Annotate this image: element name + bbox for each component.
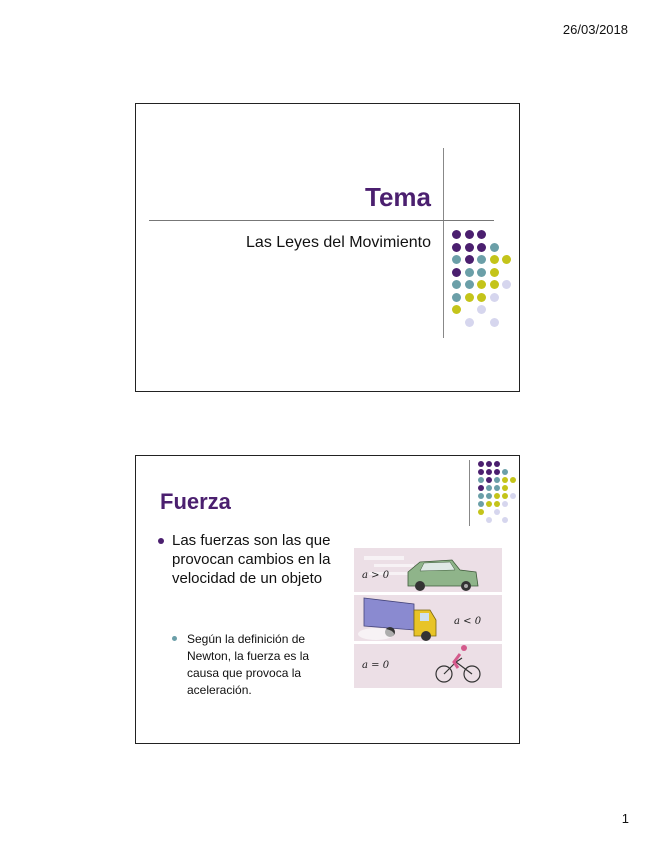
decorative-dot [465,318,474,327]
bullet-item [158,531,338,588]
decorative-dot [452,255,461,264]
decorative-dot [477,255,486,264]
label-a-positive: a > 0 [362,570,390,581]
decorative-dot [502,493,508,499]
decorative-dot [502,517,508,523]
decorative-dot [478,493,484,499]
decorative-dot [486,469,492,475]
decorative-dot [478,485,484,491]
bullet-marker [158,538,164,544]
header-date: 26/03/2018 [562,22,628,37]
decorative-dot [502,485,508,491]
decorative-dot [477,243,486,252]
decorative-dot [477,293,486,302]
decorative-dot [478,509,484,515]
decorative-dot [486,461,492,467]
slide-title [135,103,520,392]
decorative-dot [490,268,499,277]
decorative-dot [490,293,499,302]
decorative-dot [490,280,499,289]
slide-title-text: Tema [365,182,431,212]
decorative-dot [510,493,516,499]
decorative-dot [494,501,500,507]
decorative-dot [494,485,500,491]
decorative-dot [490,255,499,264]
decorative-dot [486,501,492,507]
decorative-dot [490,318,499,327]
decorative-dot [490,243,499,252]
decorative-dot [502,280,511,289]
decorative-dot [510,477,516,483]
decorative-dot [452,230,461,239]
decorative-dot [465,268,474,277]
decorative-dot [502,255,511,264]
decorative-dot [486,493,492,499]
decorative-dot [452,280,461,289]
slide-subtitle-text: Las Leyes del Movimiento [246,234,431,251]
decorative-dot [494,461,500,467]
decorative-dot [494,477,500,483]
decorative-dot [478,469,484,475]
decorative-dot [486,477,492,483]
decorative-dot [452,305,461,314]
divider-vertical [469,460,470,526]
decorative-dot [502,477,508,483]
decorative-dot [465,255,474,264]
decorative-dot [478,501,484,507]
decorative-dot [478,461,484,467]
decorative-dot [452,293,461,302]
acceleration-illustration [354,548,502,688]
sub-bullet-text: Según la definición de Newton, la fuerza es la causa que provoca la aceleración. [187,632,310,697]
decorative-dot [477,305,486,314]
decorative-dot [465,293,474,302]
decorative-dot [486,517,492,523]
decorative-dot [486,485,492,491]
decorative-dot [494,493,500,499]
decorative-dot [502,469,508,475]
decorative-dot [477,230,486,239]
decorative-dot [478,477,484,483]
label-a-negative: a < 0 [454,616,482,627]
decorative-dot [494,509,500,515]
decorative-dot [452,268,461,277]
slide-fuerza [135,455,520,744]
slide-heading: Fuerza [160,489,231,514]
decorative-dot [477,268,486,277]
decorative-dot [494,469,500,475]
decorative-dot [452,243,461,252]
decorative-dot [502,501,508,507]
page-number: 1 [621,811,629,826]
sub-bullet-marker [172,636,177,641]
divider-horizontal [149,220,494,221]
bullet-text: Las fuerzas son las que provocan cambios en la velocidad de un objeto [172,532,331,587]
decorative-dot [465,230,474,239]
decorative-dot [465,243,474,252]
decorative-dot [477,280,486,289]
label-a-zero: a = 0 [362,660,390,671]
decorative-dot [465,280,474,289]
sub-bullet-item [172,631,322,699]
divider-vertical [443,148,444,338]
